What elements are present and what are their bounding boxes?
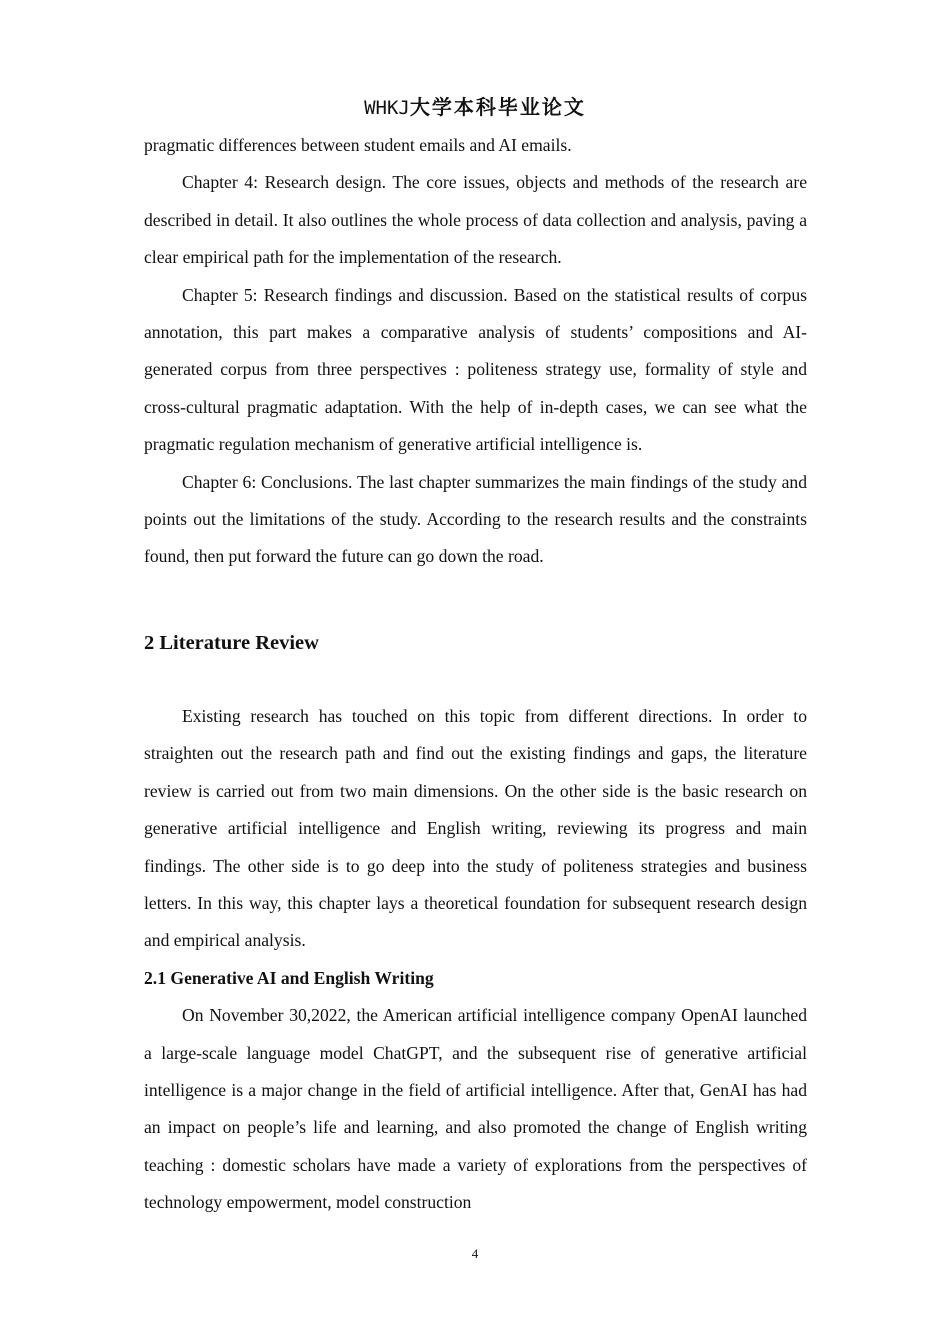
body-text [144, 127, 807, 1222]
running-header [0, 94, 950, 121]
paragraph-chapter-4: Chapter 4: Research design. The core issues, objects and methods of the research are described in detail. It also outlines the whole process of data collection and analysis, paving a clear empirical path for the implementation of the research. [144, 172, 807, 268]
paragraph-chapter-5: Chapter 5: Research findings and discussion. Based on the statistical results of corpus annotation, this part makes a comparative analysis of students’ compositions and AI-generated corpus from three perspectives : politeness strategy use, formality of style and cross-cultural pragmatic adaptation. With the help of in-depth cases, we can see what the pragmatic regulation mechanism of generative artificial intelligence is. [144, 284, 807, 455]
subsection-heading-genai-writing: 2.1 Generative AI and English Writing [144, 967, 434, 988]
paragraph-continuation: pragmatic differences between student emails and AI emails. [144, 135, 572, 155]
spacer [144, 656, 807, 698]
section-heading-literature-review: 2 Literature Review [144, 631, 319, 654]
header-university-code: WHKJ [364, 97, 410, 119]
paragraph-chapter-6: Chapter 6: Conclusions. The last chapter summarizes the main findings of the study and points out the limitations of the study. According to the research results and the constraints found, then put forward the future can go down the road. [144, 471, 807, 567]
page-number: 4 [471, 1246, 479, 1261]
spacer [144, 576, 807, 630]
paragraph-genai-history: On November 30,2022, the American artificial intelligence company OpenAI launched a large-scale language model ChatGPT, and the subsequent rise of generative artificial intelligence is a major change in the field of artificial intelligence. After that, GenAI has had an impact on people’s life and learning, and also promoted the change of English writing teaching : domestic scholars have made a variety of explorations from the perspectives of technology empowerment, model construction [144, 1005, 807, 1213]
paragraph-literature-intro: Existing research has touched on this topic from different directions. In order to straighten out the research path and find out the existing findings and gaps, the literature review is carried out from two main dimensions. On the other side is the basic research on generative artificial intelligence and English writing, reviewing its progress and main findings. The other side is to go deep into the study of politeness strategies and business letters. In this way, this chapter lays a theoretical foundation for subsequent research design and empirical analysis. [144, 705, 807, 951]
header-thesis-title: 大学本科毕业论文 [409, 95, 586, 119]
